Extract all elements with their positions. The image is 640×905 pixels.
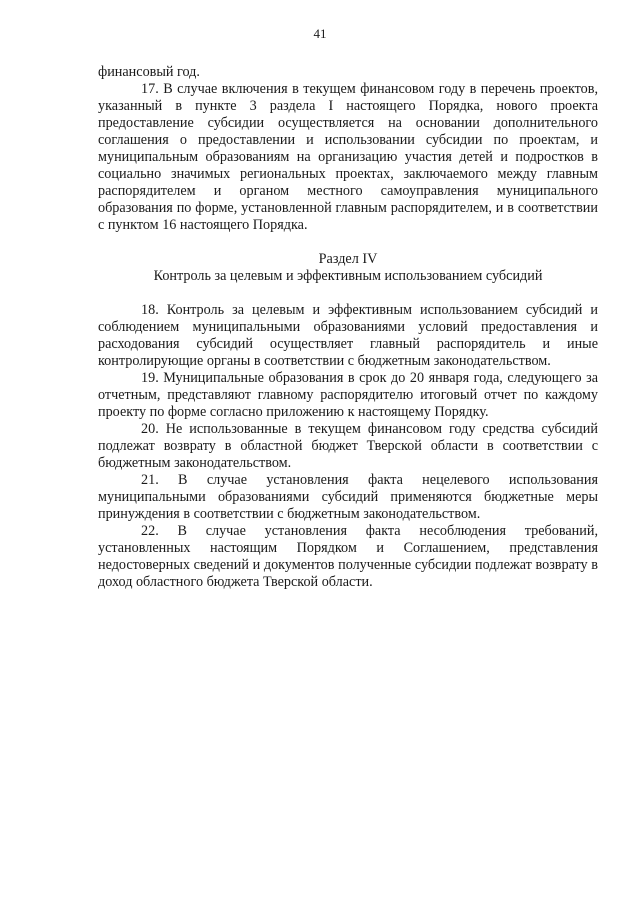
section-title: Контроль за целевым и эффективным использованием субсидий (153, 268, 543, 284)
paragraph-18: 18. Контроль за целевым и эффективным использованием субсидий и соблюдением муниципальными образованиями условий предоставления и расходования субсидий осуществляет главный распорядитель и иные контролирующие органы в соответствии с бюджетным законодательством. (98, 302, 598, 369)
section-number: Раздел IV (318, 251, 378, 267)
paragraph-19: 19. Муниципальные образования в срок до 20 января года, следующего за отчетным, представляют главному распорядителю итоговый отчет по каждому проекту по форме согласно приложению к настоящему Порядку. (98, 370, 598, 420)
paragraph-21: 21. В случае установления факта нецелевого использования муниципальными образованиями субсидий применяются бюджетные меры принуждения в соответствии с бюджетным законодательством. (98, 472, 598, 522)
paragraph-20: 20. Не использованные в текущем финансовом году средства субсидий подлежат возврату в областной бюджет Тверской области в соответствии с бюджетным законодательством. (98, 421, 598, 471)
document-body (98, 64, 598, 591)
paragraph-17: 17. В случае включения в текущем финансовом году в перечень проектов, указанный в пункте 3 раздела I настоящего Порядка, нового проекта предоставление субсидии осуществляется на основании дополнительного соглашения о предоставлении и использовании субсидии по проектам, и муниципальным образованиям на организацию участия детей и подростков в социально значимых региональных проектах, заключаемого между главным распорядителем и органом местного самоуправления муниципального образования по форме, установленной главным распорядителем, и в соответствии с пунктом 16 настоящего Порядка. (98, 81, 598, 233)
paragraph-continuation: финансовый год. (98, 64, 200, 80)
page-number: 41 (313, 26, 327, 41)
paragraph-22: 22. В случае установления факта несоблюдения требований, установленных настоящим Порядком и Соглашением, представления недостоверных сведений и документов полученные субсидии подлежат возврату в доход областного бюджета Тверской области. (98, 523, 598, 590)
section-heading (98, 251, 598, 285)
